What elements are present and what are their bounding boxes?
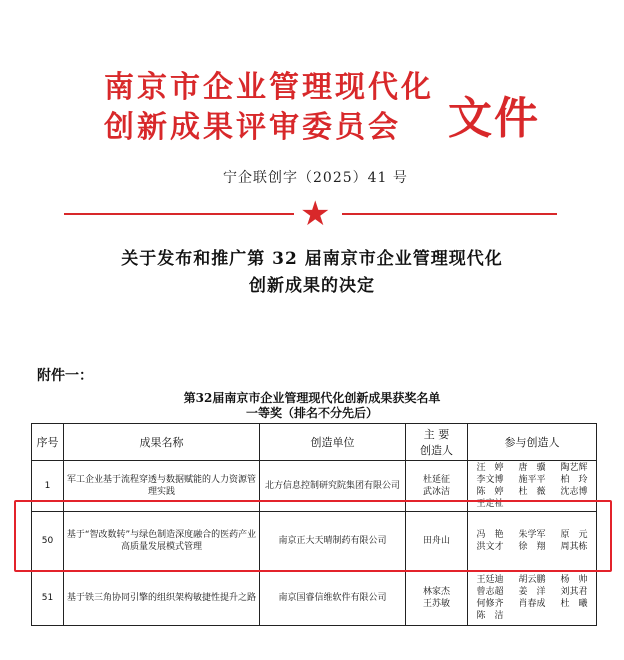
table-header-row bbox=[32, 424, 597, 461]
participant: 刘其君 bbox=[560, 587, 588, 597]
cell-main: 田舟山 bbox=[406, 512, 468, 571]
participant: 柏 玲 bbox=[560, 475, 588, 485]
participant: 杜 曦 bbox=[560, 599, 588, 609]
document-word: 文件 bbox=[448, 93, 540, 144]
table-row bbox=[32, 571, 597, 626]
decision-title-line-1: 关于发布和推广第 32 届南京市企业管理现代化 bbox=[121, 249, 503, 269]
header-unit: 创造单位 bbox=[260, 424, 406, 461]
decision-title-line-2: 创新成果的决定 bbox=[249, 276, 375, 296]
document-number: 宁企联创字（2025）41 号 bbox=[223, 170, 408, 186]
highlight-box bbox=[14, 500, 612, 572]
participant: 洪文才 bbox=[476, 542, 504, 552]
participant: 杜 薇 bbox=[518, 487, 546, 497]
participant: 肖春成 bbox=[518, 599, 546, 609]
cell-no: 50 bbox=[32, 512, 64, 571]
red-divider-right bbox=[342, 213, 557, 215]
participant: 沈志博 bbox=[560, 487, 588, 497]
issuer-line-1: 南京市企业管理现代化 bbox=[104, 70, 434, 105]
cell-name: 基于铁三角协同引擎的组织架构敏捷性提升之路 bbox=[64, 571, 260, 626]
header-name: 成果名称 bbox=[64, 424, 260, 461]
header-main: 主 要 创造人 bbox=[406, 424, 468, 461]
participant: 徐 翔 bbox=[518, 542, 546, 552]
award-list-subtitle: 一等奖（排名不分先后） bbox=[245, 406, 378, 420]
participant: 陈 婷 bbox=[476, 487, 504, 497]
participant: 姜 洋 bbox=[518, 587, 546, 597]
cell-no: 51 bbox=[32, 571, 64, 626]
participant: 胡云鹏 bbox=[518, 575, 546, 585]
cell-participants bbox=[468, 571, 597, 626]
participant: 周其栋 bbox=[560, 542, 588, 552]
cell-unit: 南京国睿信维软件有限公司 bbox=[260, 571, 406, 626]
cell-name: 军工企业基于流程穿透与数据赋能的人力资源管理实践 bbox=[64, 461, 260, 512]
participant: 何修齐 bbox=[476, 599, 504, 609]
participant: 李文博 bbox=[476, 475, 504, 485]
participant: 汪 婷 bbox=[476, 463, 504, 473]
cell-main: 杜延征 武冰洁 bbox=[406, 461, 468, 512]
participant: 王定祉 bbox=[476, 499, 504, 509]
header-no: 序号 bbox=[32, 424, 64, 461]
cell-unit: 北方信息控制研究院集团有限公司 bbox=[260, 461, 406, 512]
participant: 朱学军 bbox=[518, 530, 546, 540]
participant: 原 元 bbox=[560, 530, 588, 540]
participant: 冯 艳 bbox=[476, 530, 504, 540]
star-icon: ★ bbox=[300, 194, 331, 234]
participant: 陈 洁 bbox=[476, 611, 504, 621]
cell-main: 林家杰 王苏敏 bbox=[406, 571, 468, 626]
participant: 施平平 bbox=[518, 475, 546, 485]
award-list-title: 第32届南京市企业管理现代化创新成果获奖名单 bbox=[183, 391, 441, 405]
header-participants: 参与创造人 bbox=[468, 424, 597, 461]
attachment-label: 附件一： bbox=[37, 368, 93, 384]
participant: 曾志超 bbox=[476, 587, 504, 597]
issuer-line-2: 创新成果评审委员会 bbox=[104, 110, 401, 145]
cell-no: 1 bbox=[32, 461, 64, 512]
participant: 杨 帅 bbox=[560, 575, 588, 585]
cell-unit: 南京正大天晴制药有限公司 bbox=[260, 512, 406, 571]
participant: 唐 骥 bbox=[518, 463, 546, 473]
participant: 陶艺辉 bbox=[560, 463, 588, 473]
participant: 王廷迪 bbox=[476, 575, 504, 585]
cell-name: 基于“智改数转”与绿色制造深度融合的医药产业高质量发展模式管理 bbox=[64, 512, 260, 571]
red-divider-left bbox=[64, 213, 294, 215]
